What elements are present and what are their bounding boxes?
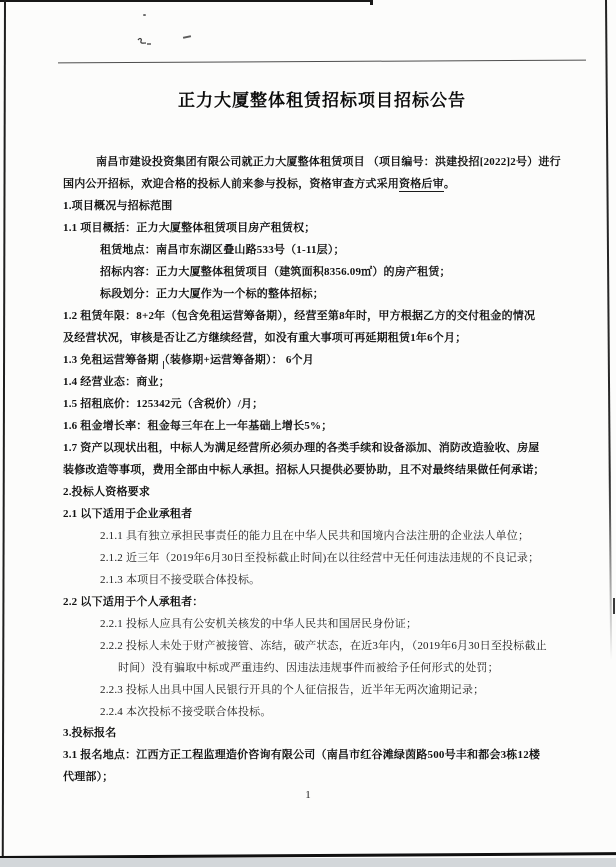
intro-line-2-pre: 国内公开招标，欢迎合格的投标人前来参与投标，资格审查方式采用 (63, 178, 399, 190)
item-2-2-2-line-2: 时间）没有骗取中标或严重违约、因违法违规事件而被给予任何形式的处罚； (118, 662, 499, 674)
item-1-2-line-2: 及经营状况，审核是否让乙方继续经营，如没有重大事项可再延期租赁1年6个月； (63, 332, 467, 344)
intro-line-2-post: 。 (443, 178, 456, 190)
item-1-2-line-1: 1.2 租赁年限：8+2年（包含免租运营筹备期），经营至第8年时，甲方根据乙方的交付租金的情况 (63, 310, 536, 322)
intro-line-2-underlined: 资格后审 (399, 178, 444, 190)
intro-line-2 (63, 178, 455, 191)
item-2-2-4: 2.2.4 本次投标不接受联合体投标。 (100, 706, 272, 718)
item-1-3: 1.3 免租运营筹备期（装修期+运营筹备期）： 6个月 (63, 354, 314, 366)
section1-heading: 1.项目概况与招标范围 (63, 200, 173, 212)
item-2-2: 2.2 以下适用于个人承租者： (63, 596, 204, 608)
item-3-1-line-1: 3.1 报名地点：江西方正工程监理造价咨询有限公司（南昌市红谷滩绿茵路500号丰和都会3栋12楼 (63, 749, 541, 761)
item-1-4: 1.4 经营业态：商业； (63, 376, 170, 388)
item-1-1-division: 标段划分：正力大厦作为一个标的整体招标； (100, 288, 324, 300)
intro-line-1: 南昌市建设投资集团有限公司就正力大厦整体租赁项目 （项目编号：洪建投招[2022]2号）进行 (96, 156, 561, 168)
item-1-6: 1.6 租金增长率：租金每三年在上一年基础上增长5%； (63, 420, 333, 432)
page-title: 正力大厦整体租赁招标项目招标公告 (178, 91, 466, 110)
section3-heading: 3.投标报名 (63, 727, 117, 739)
page-number: 1 (305, 789, 311, 801)
item-1-7-line-2: 装修改造等事项，费用全部由中标人承担。招标人只提供必要协助，且不对最终结果做任何承诺； (63, 464, 545, 476)
ink-smudge-dot (143, 14, 146, 16)
item-2-1: 2.1 以下适用于企业承租者 (63, 508, 193, 520)
item-1-5: 1.5 招租底价：125342元（含税价）/月； (63, 398, 264, 410)
item-1-1-place: 租赁地点：南昌市东湖区叠山路533号（1-11层）； (100, 244, 345, 256)
scan-top-edge (0, 0, 373, 2)
scanner-bed-strip (0, 858, 616, 867)
section2-heading: 2.投标人资格要求 (63, 486, 151, 498)
ink-scribble (136, 36, 154, 48)
item-1-1-content: 招标内容：正力大厦整体租赁项目（建筑面积8356.09㎡）的房产租赁； (100, 266, 451, 278)
item-2-1-3: 2.1.3 本项目不接受联合体投标。 (100, 574, 261, 586)
item-2-2-1: 2.2.1 投标人应具有公安机关核发的中华人民共和国居民身份证； (100, 618, 418, 630)
item-1-7-line-1: 1.7 资产以现状出租，中标人为满足经营所必须办理的各类手续和设备添加、消防改造验收、房屋 (63, 442, 540, 454)
scan-top-edge-notch (370, 0, 373, 5)
ink-smudge-dash (183, 35, 191, 39)
item-2-1-2: 2.1.2 近三年（2019年6月30日至投标截止时间)在以往经营中无任何违法违规的不良记录； (100, 552, 540, 564)
item-3-1-line-2: 代理部）； (63, 771, 114, 783)
scan-right-edge-tick (613, 598, 615, 614)
header-rule (58, 60, 586, 64)
item-2-1-1: 2.1.1 具有独立承担民事责任的能力且在中华人民共和国境内合法注册的企业法人单位； (100, 530, 530, 542)
scan-left-edge (2, 0, 6, 859)
item-2-2-3: 2.2.3 投标人出具中国人民银行开具的个人征信报告，近半年无两次逾期记录； (100, 684, 485, 696)
item-2-2-2-line-1: 2.2.2 投标人未处于财产被接管、冻结，破产状态，在近3年内，（2019年6月30日至投标截止 (100, 640, 547, 652)
item-1-1: 1.1 项目概括：正力大厦整体租赁项目房产租赁权； (63, 222, 316, 234)
